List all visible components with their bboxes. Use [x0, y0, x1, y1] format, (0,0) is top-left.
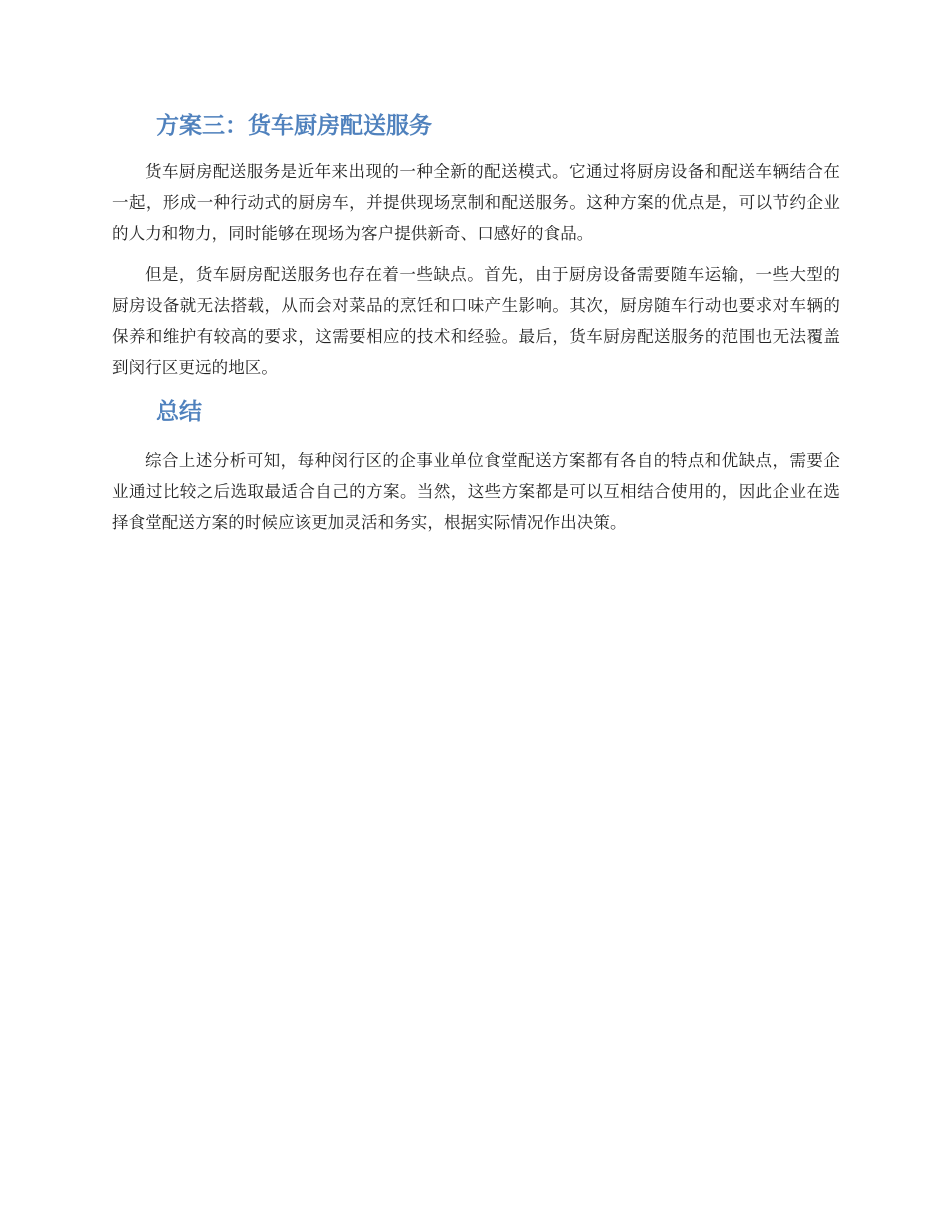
paragraph-summary: 综合上述分析可知，每种闵行区的企事业单位食堂配送方案都有各自的特点和优缺点，需要企业通过比较之后选取最适合自己的方案。当然，这些方案都是可以互相结合使用的，因此企业在选择食堂配送方案的时候应该更加灵活和务实，根据实际情况作出决策。 — [112, 451, 840, 532]
section-heading-summary: 总结 — [156, 399, 202, 425]
document-body — [112, 104, 840, 538]
paragraph-plan-three-intro: 货车厨房配送服务是近年来出现的一种全新的配送模式。它通过将厨房设备和配送车辆结合在一起，形成一种行动式的厨房车，并提供现场烹制和配送服务。这种方案的优点是，可以节约企业的人力和物力，同时能够在现场为客户提供新奇、口感好的食品。 — [112, 162, 840, 243]
paragraph-plan-three-drawbacks: 但是，货车厨房配送服务也存在着一些缺点。首先，由于厨房设备需要随车运输，一些大型的厨房设备就无法搭载，从而会对菜品的烹饪和口味产生影响。其次，厨房随车行动也要求对车辆的保养和维护有较高的要求，这需要相应的技术和经验。最后，货车厨房配送服务的范围也无法覆盖到闵行区更远的地区。 — [112, 265, 840, 377]
section-heading-plan-three: 方案三：货车厨房配送服务 — [156, 113, 432, 139]
